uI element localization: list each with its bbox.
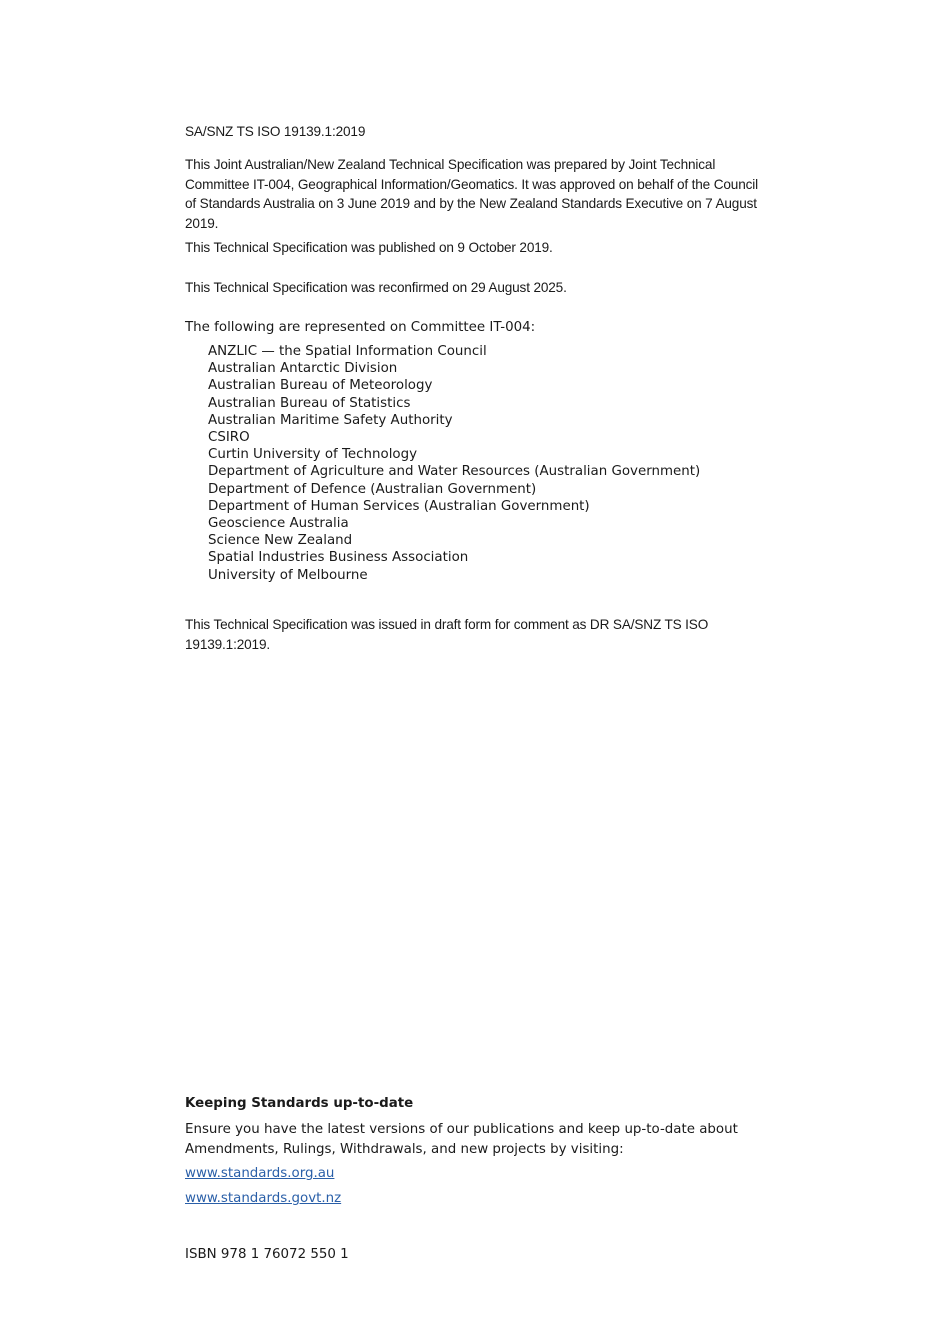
publication-statement: This Technical Specification was published on 9 October 2019. [185,240,553,255]
preparation-statement: This Joint Australian/New Zealand Technical Specification was prepared by Joint Technical Committee IT-004, Geographical Information/Geomatics. It was approved on behalf of the Council of Standards Australia on 3 June 2019 and by the New Zealand Standards Executive on 7 August 2019. [185,157,759,231]
committee-member: Spatial Industries Business Association [208,550,469,566]
keeping-up-to-date-body: Ensure you have the latest versions of our publications and keep up-to-date about Amendments, Rulings, Withdrawals, and new projects by visiting: [185,1122,738,1157]
draft-statement: This Technical Specification was issued in draft form for comment as DR SA/SNZ TS ISO 19139.1:2019. [185,617,709,652]
document-id: SA/SNZ TS ISO 19139.1:2019 [185,124,366,139]
committee-member: University of Melbourne [208,567,368,583]
committee-member: Department of Human Services (Australian Government) [208,498,590,514]
standards-nz-link[interactable]: www.standards.govt.nz [185,1191,342,1206]
committee-intro: The following are represented on Committee IT-004: [185,320,536,335]
committee-member: Department of Defence (Australian Government) [208,481,537,497]
keeping-up-to-date-heading: Keeping Standards up-to-date [185,1096,414,1111]
committee-member-list [208,343,700,584]
standards-australia-link[interactable]: www.standards.org.au [185,1166,335,1181]
committee-member: ANZLIC — the Spatial Information Council [208,344,487,359]
committee-member: Australian Antarctic Division [208,361,398,377]
committee-member: CSIRO [208,430,250,446]
committee-member: Australian Bureau of Statistics [208,395,411,411]
committee-member: Department of Agriculture and Water Resources (Australian Government) [208,464,701,480]
committee-member: Australian Maritime Safety Authority [208,412,453,428]
committee-member: Geoscience Australia [208,516,349,532]
committee-member: Science New Zealand [208,533,353,549]
isbn: ISBN 978 1 76072 550 1 [185,1247,349,1262]
reconfirmation-statement: This Technical Specification was reconfirmed on 29 August 2025. [185,280,567,295]
committee-member: Curtin University of Technology [208,447,418,463]
committee-member: Australian Bureau of Meteorology [208,378,433,394]
